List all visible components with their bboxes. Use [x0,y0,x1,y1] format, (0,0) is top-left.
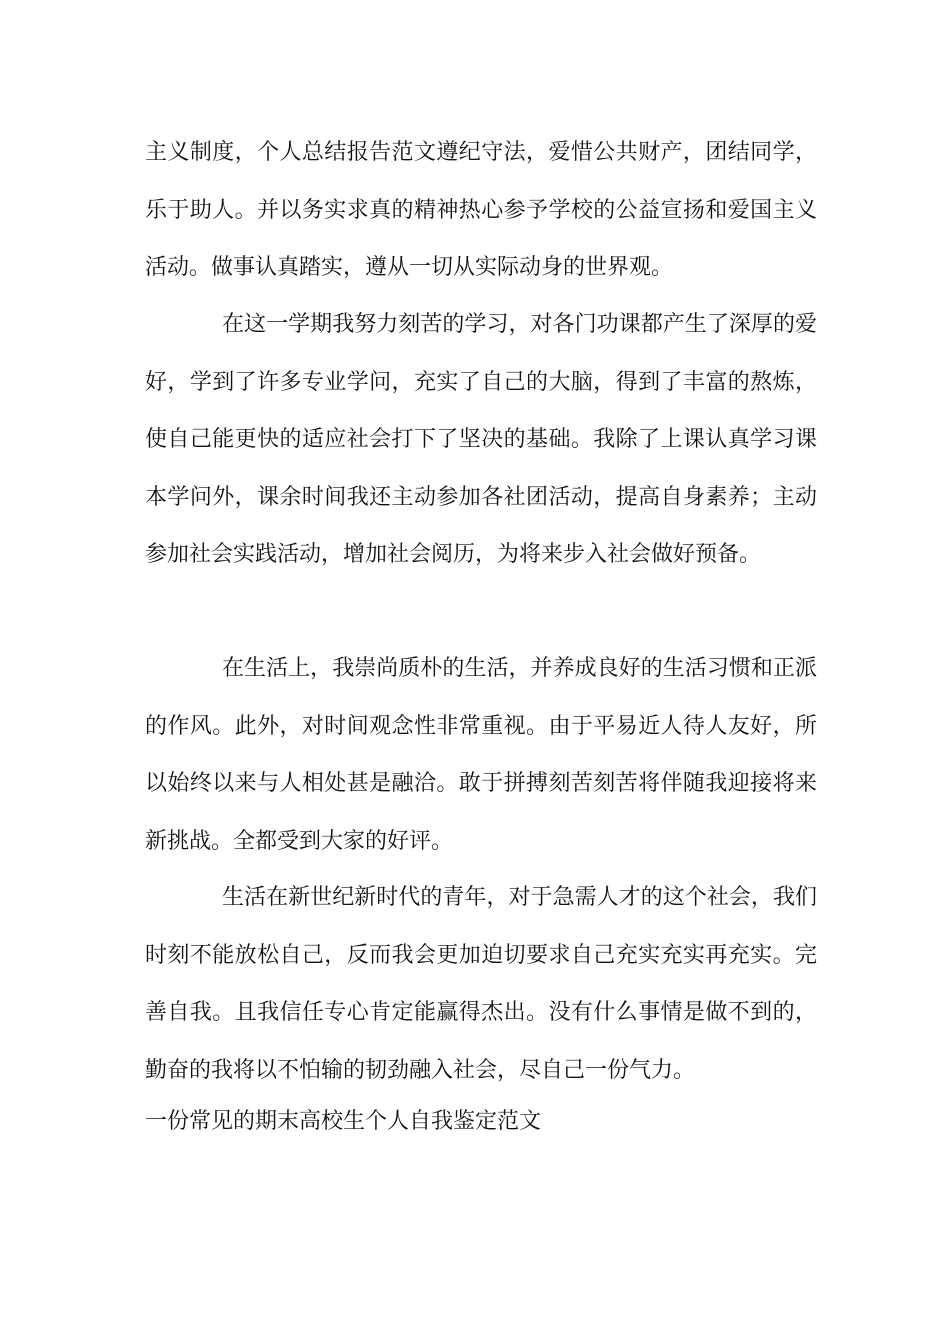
paragraph-life: 在生活上，我崇尚质朴的生活，并养成良好的生活习惯和正派的作风。此外，对时间观念性非常重视。由于平易近人待人友好，所以始终以来与人相处甚是融洽。敢于拼搏刻苦刻苦将伴随我迎接将来新挑战。全都受到大家的好评。 [145,656,817,854]
section-heading: 一份常见的期末高校生个人自我鉴定范文 [145,1109,542,1134]
paragraph-future: 生活在新世纪新时代的青年，对于急需人才的这个社会，我们时刻不能放松自己，反而我会更加迫切要求自己充实充实再充实。完善自我。且我信任专心肯定能赢得杰出。没有什么事情是做不到的，勤奋的我将以不怕输的韧劲融入社会，尽自己一份气力。 [145,885,817,1083]
paragraph-continuation: 主义制度，个人总结报告范文遵纪守法，爱惜公共财产，团结同学，乐于助人。并以务实求真的精神热心参予学校的公益宣扬和爱国主义活动。做事认真踏实，遵从一切从实际动身的世界观。 [145,140,817,281]
paragraph-study: 在这一学期我努力刻苦的学习，对各门功课都产生了深厚的爱好，学到了许多专业学问，充实了自己的大脑，得到了丰富的熬炼，使自己能更快的适应社会打下了坚决的基础。我除了上课认真学习课本学问外，课余时间我还主动参加各社团活动，提高自身素养；主动参加社会实践活动，增加社会阅历，为将来步入社会做好预备。 [145,312,817,568]
